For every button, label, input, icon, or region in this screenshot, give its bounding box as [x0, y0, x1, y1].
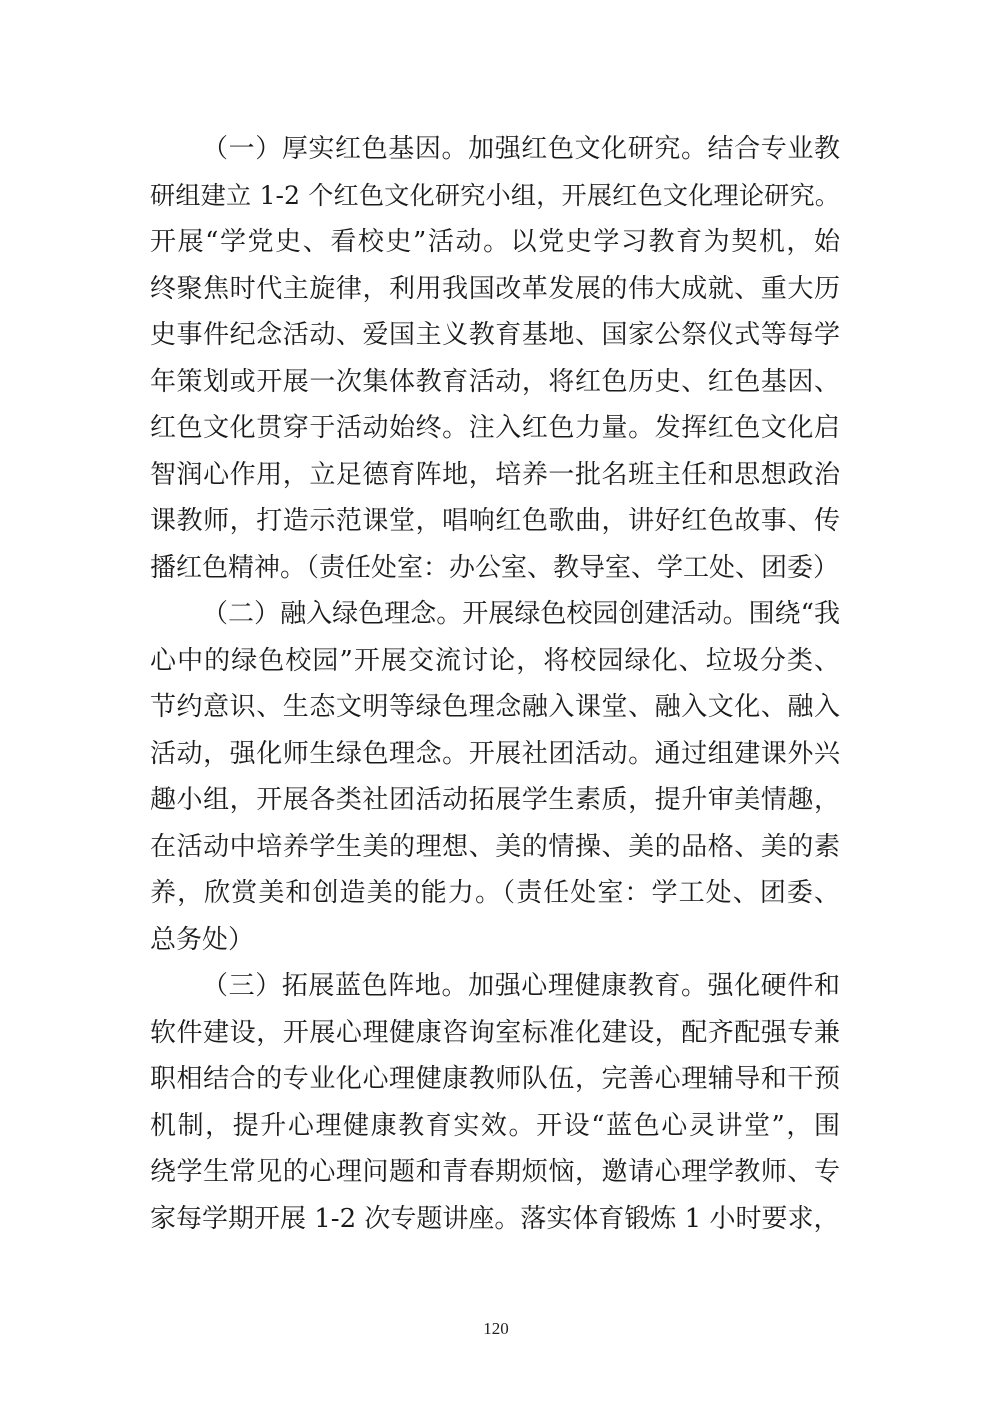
paragraph-2-line-4: 活动，强化师生绿色理念。开展社团活动。通过组建课外兴 [150, 738, 840, 769]
paragraph-2-line-8: 总务处） [150, 924, 255, 955]
paragraph-1-line-6: 年策划或开展一次集体教育活动，将红色历史、红色基因、 [150, 366, 840, 397]
paragraph-2-line-1: （二）融入绿色理念。开展绿色校园创建活动。围绕“我 [202, 599, 840, 629]
paragraph-2-line-7: 养，欣赏美和创造美的能力。（责任处室：学工处、团委、 [150, 878, 840, 908]
paragraph-1-line-2: 研组建立 1-2 个红色文化研究小组，开展红色文化理论研究。 [150, 180, 840, 210]
paragraph-2-line-5: 趣小组，开展各类社团活动拓展学生素质，提升审美情趣， [150, 785, 840, 815]
paragraph-2-line-3: 节约意识、生态文明等绿色理念融入课堂、融入文化、融入 [150, 692, 840, 722]
paragraph-1-line-3: 开展“学党史、看校史”活动。以党史学习教育为契机，始 [150, 227, 840, 257]
paragraph-1-line-4: 终聚焦时代主旋律，利用我国改革发展的伟大成就、重大历 [150, 273, 840, 304]
paragraph-2-line-2: 心中的绿色校园”开展交流讨论，将校园绿化、垃圾分类、 [150, 645, 840, 676]
paragraph-3-line-3: 职相结合的专业化心理健康教师队伍，完善心理辅导和干预 [150, 1064, 840, 1094]
paragraph-3-line-4: 机制，提升心理健康教育实效。开设“蓝色心灵讲堂”，围 [150, 1110, 840, 1141]
page-number: 120 [483, 1319, 509, 1338]
paragraph-3-line-1: （三）拓展蓝色阵地。加强心理健康教育。强化硬件和 [202, 971, 840, 1001]
paragraph-1-line-7: 红色文化贯穿于活动始终。注入红色力量。发挥红色文化启 [150, 413, 840, 443]
paragraph-3-line-5: 绕学生常见的心理问题和青春期烦恼，邀请心理学教师、专 [150, 1157, 840, 1187]
body-text [150, 126, 840, 1242]
paragraph-1-line-10: 播红色精神。（责任处室：办公室、教导室、学工处、团委） [150, 552, 840, 583]
paragraph-2-line-6: 在活动中培养学生美的理想、美的情操、美的品格、美的素 [150, 831, 840, 862]
paragraph-3-line-2: 软件建设，开展心理健康咨询室标准化建设，配齐配强专兼 [150, 1017, 840, 1048]
paragraph-1-line-8: 智润心作用，立足德育阵地，培养一批名班主任和思想政治 [150, 459, 840, 490]
paragraph-1-line-1: （一）厚实红色基因。加强红色文化研究。结合专业教 [202, 134, 840, 164]
paragraph-3-line-6: 家每学期开展 1-2 次专题讲座。落实体育锻炼 1 小时要求， [150, 1203, 840, 1234]
paragraph-1-line-9: 课教师，打造示范课堂，唱响红色歌曲，讲好红色故事、传 [150, 506, 840, 536]
paragraph-1-line-5: 史事件纪念活动、爱国主义教育基地、国家公祭仪式等每学 [150, 320, 840, 350]
